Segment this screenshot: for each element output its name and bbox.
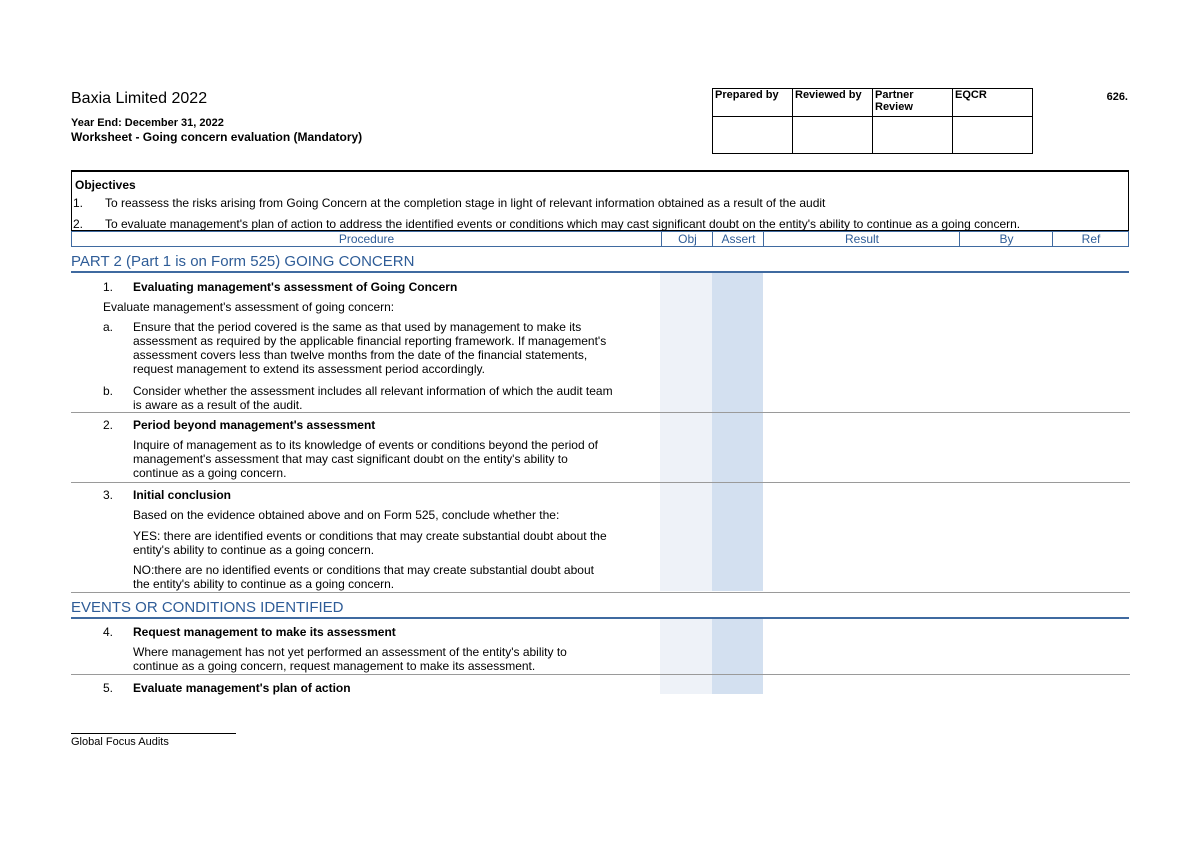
- part2-heading: PART 2 (Part 1 is on Form 525) GOING CONCERN: [71, 253, 415, 270]
- signoff-prepared-by: Prepared by: [713, 89, 793, 117]
- signoff-eqcr-cell[interactable]: [953, 117, 1033, 154]
- step-number: 3.: [103, 488, 114, 502]
- objectives-title: Objectives: [75, 178, 136, 192]
- worksheet-title: Worksheet - Going concern evaluation (Mandatory): [71, 130, 363, 144]
- events-heading: EVENTS OR CONDITIONS IDENTIFIED: [71, 599, 344, 616]
- substep-text: Ensure that the period covered is the same as that used by management to make its assessment as required by the applicable financial reporting framework. If management's assessment covers less than twelve months from the date of the financial statements, request management to extend its assessment period accordingly.: [133, 320, 607, 376]
- footer-rule: [71, 733, 236, 734]
- objective-item: 1. To reassess the risks arising from Going Concern at the completion stage in light of relevant information obtained as a result of the audit: [73, 196, 826, 210]
- signoff-reviewed-by: Reviewed by: [793, 89, 873, 117]
- part2-divider: [71, 271, 1129, 273]
- signoff-reviewed-by-cell[interactable]: [793, 117, 873, 154]
- signoff-partner-review: Partner Review: [873, 89, 953, 117]
- step-number: 4.: [103, 625, 114, 639]
- step-title: Initial conclusion: [133, 488, 232, 502]
- objective-item: 2. To evaluate management's plan of action to address the identified events or conditions which may cast significant doubt on the entity's ability to continue as a going concern.: [73, 217, 1021, 231]
- col-ref: Ref: [1052, 232, 1129, 246]
- step-text: Where management has not yet performed an assessment of the entity's ability to continue as a going concern, request management to make its assessment.: [133, 645, 567, 673]
- step-intro: Based on the evidence obtained above and on Form 525, conclude whether the:: [133, 508, 560, 522]
- form-number: 626.: [1106, 91, 1128, 103]
- step-title: Period beyond management's assessment: [133, 418, 376, 432]
- signoff-table: [712, 88, 1033, 154]
- signoff-eqcr: EQCR: [953, 89, 1033, 117]
- step-number: 5.: [103, 681, 114, 695]
- events-divider: [71, 617, 1129, 619]
- row-divider: [71, 592, 1130, 593]
- step-title: Evaluate management's plan of action: [133, 681, 351, 695]
- substep-label: b.: [103, 384, 114, 398]
- step-number: 2.: [103, 418, 114, 432]
- step-intro: Evaluate management's assessment of going concern:: [103, 300, 395, 314]
- assert-column-cell[interactable]: [712, 619, 763, 694]
- obj-column-cell[interactable]: [660, 273, 712, 591]
- step-text: Inquire of management as to its knowledge of events or conditions beyond the period of management's assessment that may cast significant doubt on the entity's ability to continue as a going concern.: [133, 438, 598, 480]
- col-assert: Assert: [712, 232, 764, 246]
- step-title: Evaluating management's assessment of Going Concern: [133, 280, 458, 294]
- row-divider: [71, 482, 1130, 483]
- col-procedure: Procedure: [338, 232, 395, 246]
- column-header-row: [71, 231, 1129, 247]
- row-divider: [71, 412, 1130, 413]
- objectives-box: [71, 170, 1129, 231]
- signoff-prepared-by-cell[interactable]: [713, 117, 793, 154]
- obj-column-cell[interactable]: [660, 619, 712, 694]
- step-title: Request management to make its assessment: [133, 625, 396, 639]
- signoff-partner-review-cell[interactable]: [873, 117, 953, 154]
- assert-column-cell[interactable]: [712, 273, 763, 591]
- col-by: By: [959, 232, 1053, 246]
- substep-label: a.: [103, 320, 114, 334]
- footer-text: Global Focus Audits: [71, 736, 169, 748]
- company-title: Baxia Limited 2022: [71, 90, 208, 107]
- step-option-no: NO:there are no identified events or conditions that may create substantial doubt about the entity's ability to continue as a going concern.: [133, 563, 594, 591]
- year-end: Year End: December 31, 2022: [71, 117, 224, 129]
- step-number: 1.: [103, 280, 114, 294]
- col-obj: Obj: [661, 232, 713, 246]
- substep-text: Consider whether the assessment includes all relevant information of which the audit team is aware as a result of the audit.: [133, 384, 613, 412]
- step-option-yes: YES: there are identified events or conditions that may create substantial doubt about the entity's ability to continue as a going concern.: [133, 529, 607, 557]
- row-divider: [71, 674, 1130, 675]
- col-result: Result: [763, 232, 960, 246]
